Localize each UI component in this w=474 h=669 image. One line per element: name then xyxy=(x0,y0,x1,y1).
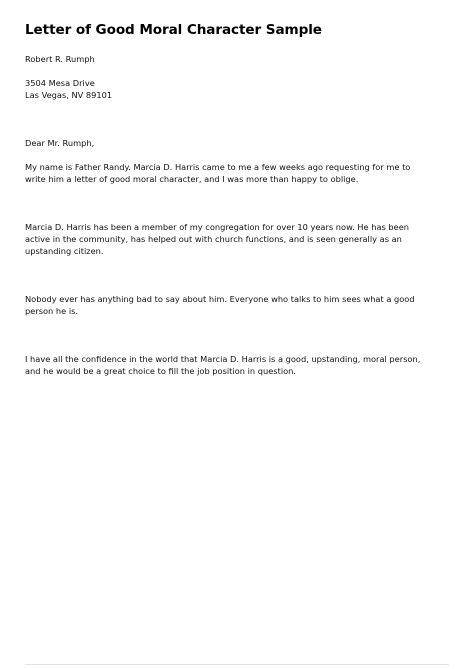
paragraph-line: upstanding citizen. xyxy=(25,246,104,256)
address-line-city: Las Vegas, NV 89101 xyxy=(25,90,113,100)
paragraph-line: Marcia D. Harris has been a member of my congregation for over 10 years now. He has been xyxy=(25,222,410,232)
paragraph-line: person he is. xyxy=(25,306,79,316)
address-line-street: 3504 Mesa Drive xyxy=(25,78,95,88)
paragraph-line: and he would be a great choice to fill the job position in question. xyxy=(25,366,297,376)
paragraph-line: write him a letter of good moral character, and I was more than happy to oblige. xyxy=(25,174,359,184)
paragraph-line: My name is Father Randy. Marcia D. Harris came to me a few weeks ago requesting for me to xyxy=(25,162,411,172)
paragraph-recommendation xyxy=(25,353,449,377)
sender-address xyxy=(25,77,449,101)
sender-name: Robert R. Rumph xyxy=(25,54,95,64)
paragraph-membership xyxy=(25,221,449,257)
footer-divider xyxy=(25,664,449,665)
paragraph-line: I have all the confidence in the world that Marcia D. Harris is a good, upstanding, moral person, xyxy=(25,354,421,364)
paragraph-line: Nobody ever has anything bad to say about him. Everyone who talks to him sees what a good xyxy=(25,294,415,304)
paragraph-introduction xyxy=(25,161,449,185)
salutation: Dear Mr. Rumph, xyxy=(25,138,95,148)
paragraph-line: active in the community, has helped out with church functions, and is seen generally as an xyxy=(25,234,402,244)
letter-title: Letter of Good Moral Character Sample xyxy=(25,22,322,38)
paragraph-reputation xyxy=(25,293,449,317)
